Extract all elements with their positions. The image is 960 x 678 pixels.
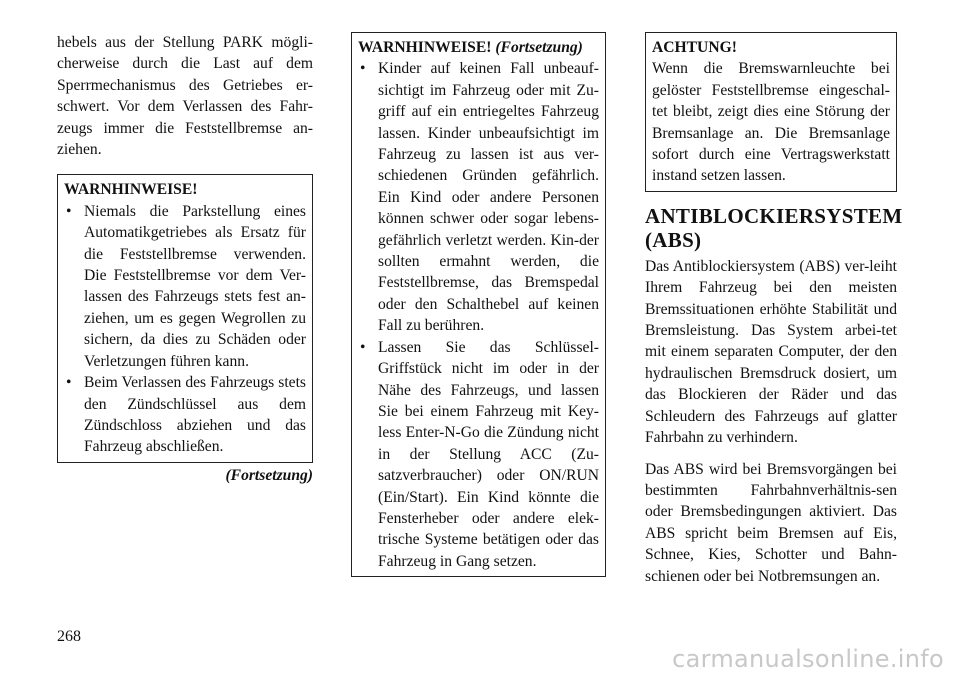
warning-box: [57, 174, 313, 462]
warning-title: WARNHINWEISE!: [64, 181, 198, 199]
continued-label: (Fortsetzung): [495, 39, 583, 56]
warning-item: • Lassen Sie das Schlüssel-Griffstück nicht im oder in der Nähe des Fahrzeugs, und lassen Sie bei einem Fahrzeug mit Key-less Enter-N-Go die Zündung nicht in der Stellung ACC (Zu-satzverbraucher) oder ON/RUN (Ein/Start). Ein Kind könnte die Fensterheber oder andere elek-trische Systeme betätigen oder das Fahrzeug in Gang setzen.: [358, 337, 599, 572]
watermark: carmanualsonline.info: [672, 645, 944, 673]
column-right: [645, 32, 903, 587]
warning-item: • Beim Verlassen des Fahrzeugs stets den Zündschlüssel aus dem Zündschloss abziehen und das Fahrzeug abschließen.: [64, 372, 306, 458]
intro-paragraph: hebels aus der Stellung PARK mögli-cherweise durch die Last auf dem Sperrmechanismus des Getriebes er-schwert. Vor dem Verlassen des Fahr-zeugs immer die Feststellbremse an-ziehen.: [57, 34, 313, 159]
caution-title: ACHTUNG!: [652, 39, 737, 56]
warning-box-continued: [351, 32, 606, 577]
column-left: [57, 32, 313, 486]
caution-box: [645, 32, 897, 192]
abs-paragraph-2: Das ABS wird bei Bremsvorgängen bei bestimmten Fahrbahnverhältnis-sen oder Bremsbedingungen aktiviert. Das ABS spricht beim Bremsen auf Eis, Schnee, Kies, Schotter und Bahn-schienen oder bei Notbremsungen an.: [645, 460, 897, 585]
warning-title-row: [358, 37, 599, 58]
warning-list: [358, 58, 599, 572]
column-middle: [351, 32, 606, 577]
abs-paragraph-1: Das Antiblockiersystem (ABS) ver-leiht Ihrem Fahrzeug bei den meisten Bremssituationen erhöhte Stabilität und Bremsleistung. Das System arbei-tet mit einem separaten Computer, der den hydraulischen Bremsdruck dosiert, um das Blockieren der Räder und das Schleudern des Fahrzeugs auf glatter Fahrbahn zu verhindern.: [645, 257, 897, 447]
page-number: 268: [57, 628, 81, 645]
warning-title: WARNHINWEISE!: [358, 39, 492, 56]
caution-text: Wenn die Bremswarnleuchte bei gelöster Feststellbremse eingeschal-tet bleibt, zeigt dies eine Störung der Bremsanlage an. Die Bremsanlage sofort durch eine Vertragswerkstatt instand setzen lassen.: [652, 60, 890, 185]
warning-list: [64, 201, 306, 458]
section-heading: ANTIBLOCKIERSYSTEM (ABS): [645, 203, 903, 252]
continued-label: (Fortsetzung): [225, 466, 313, 484]
warning-item: • Niemals die Parkstellung eines Automatikgetriebes als Ersatz für die Feststellbremse verwenden. Die Feststellbremse vor dem Ver-lassen des Fahrzeugs stets fest an-ziehen, um es gegen Wegrollen zu sichern, da dies zu Schäden oder Verletzungen führen kann.: [64, 201, 306, 372]
warning-item: • Kinder auf keinen Fall unbeauf-sichtigt im Fahrzeug oder mit Zu-griff auf ein entriegeltes Fahrzeug lassen. Kinder unbeaufsichtigt im Fahrzeug zu lassen ist aus ver-schiedenen Gründen gefährlich. Ein Kind oder andere Personen können schwer oder sogar lebens-gefährlich verletzt werden. Kin-der sollten ermahnt werden, die Feststellbremse, das Bremspedal oder den Schalthebel auf keinen Fall zu berühren.: [358, 58, 599, 336]
